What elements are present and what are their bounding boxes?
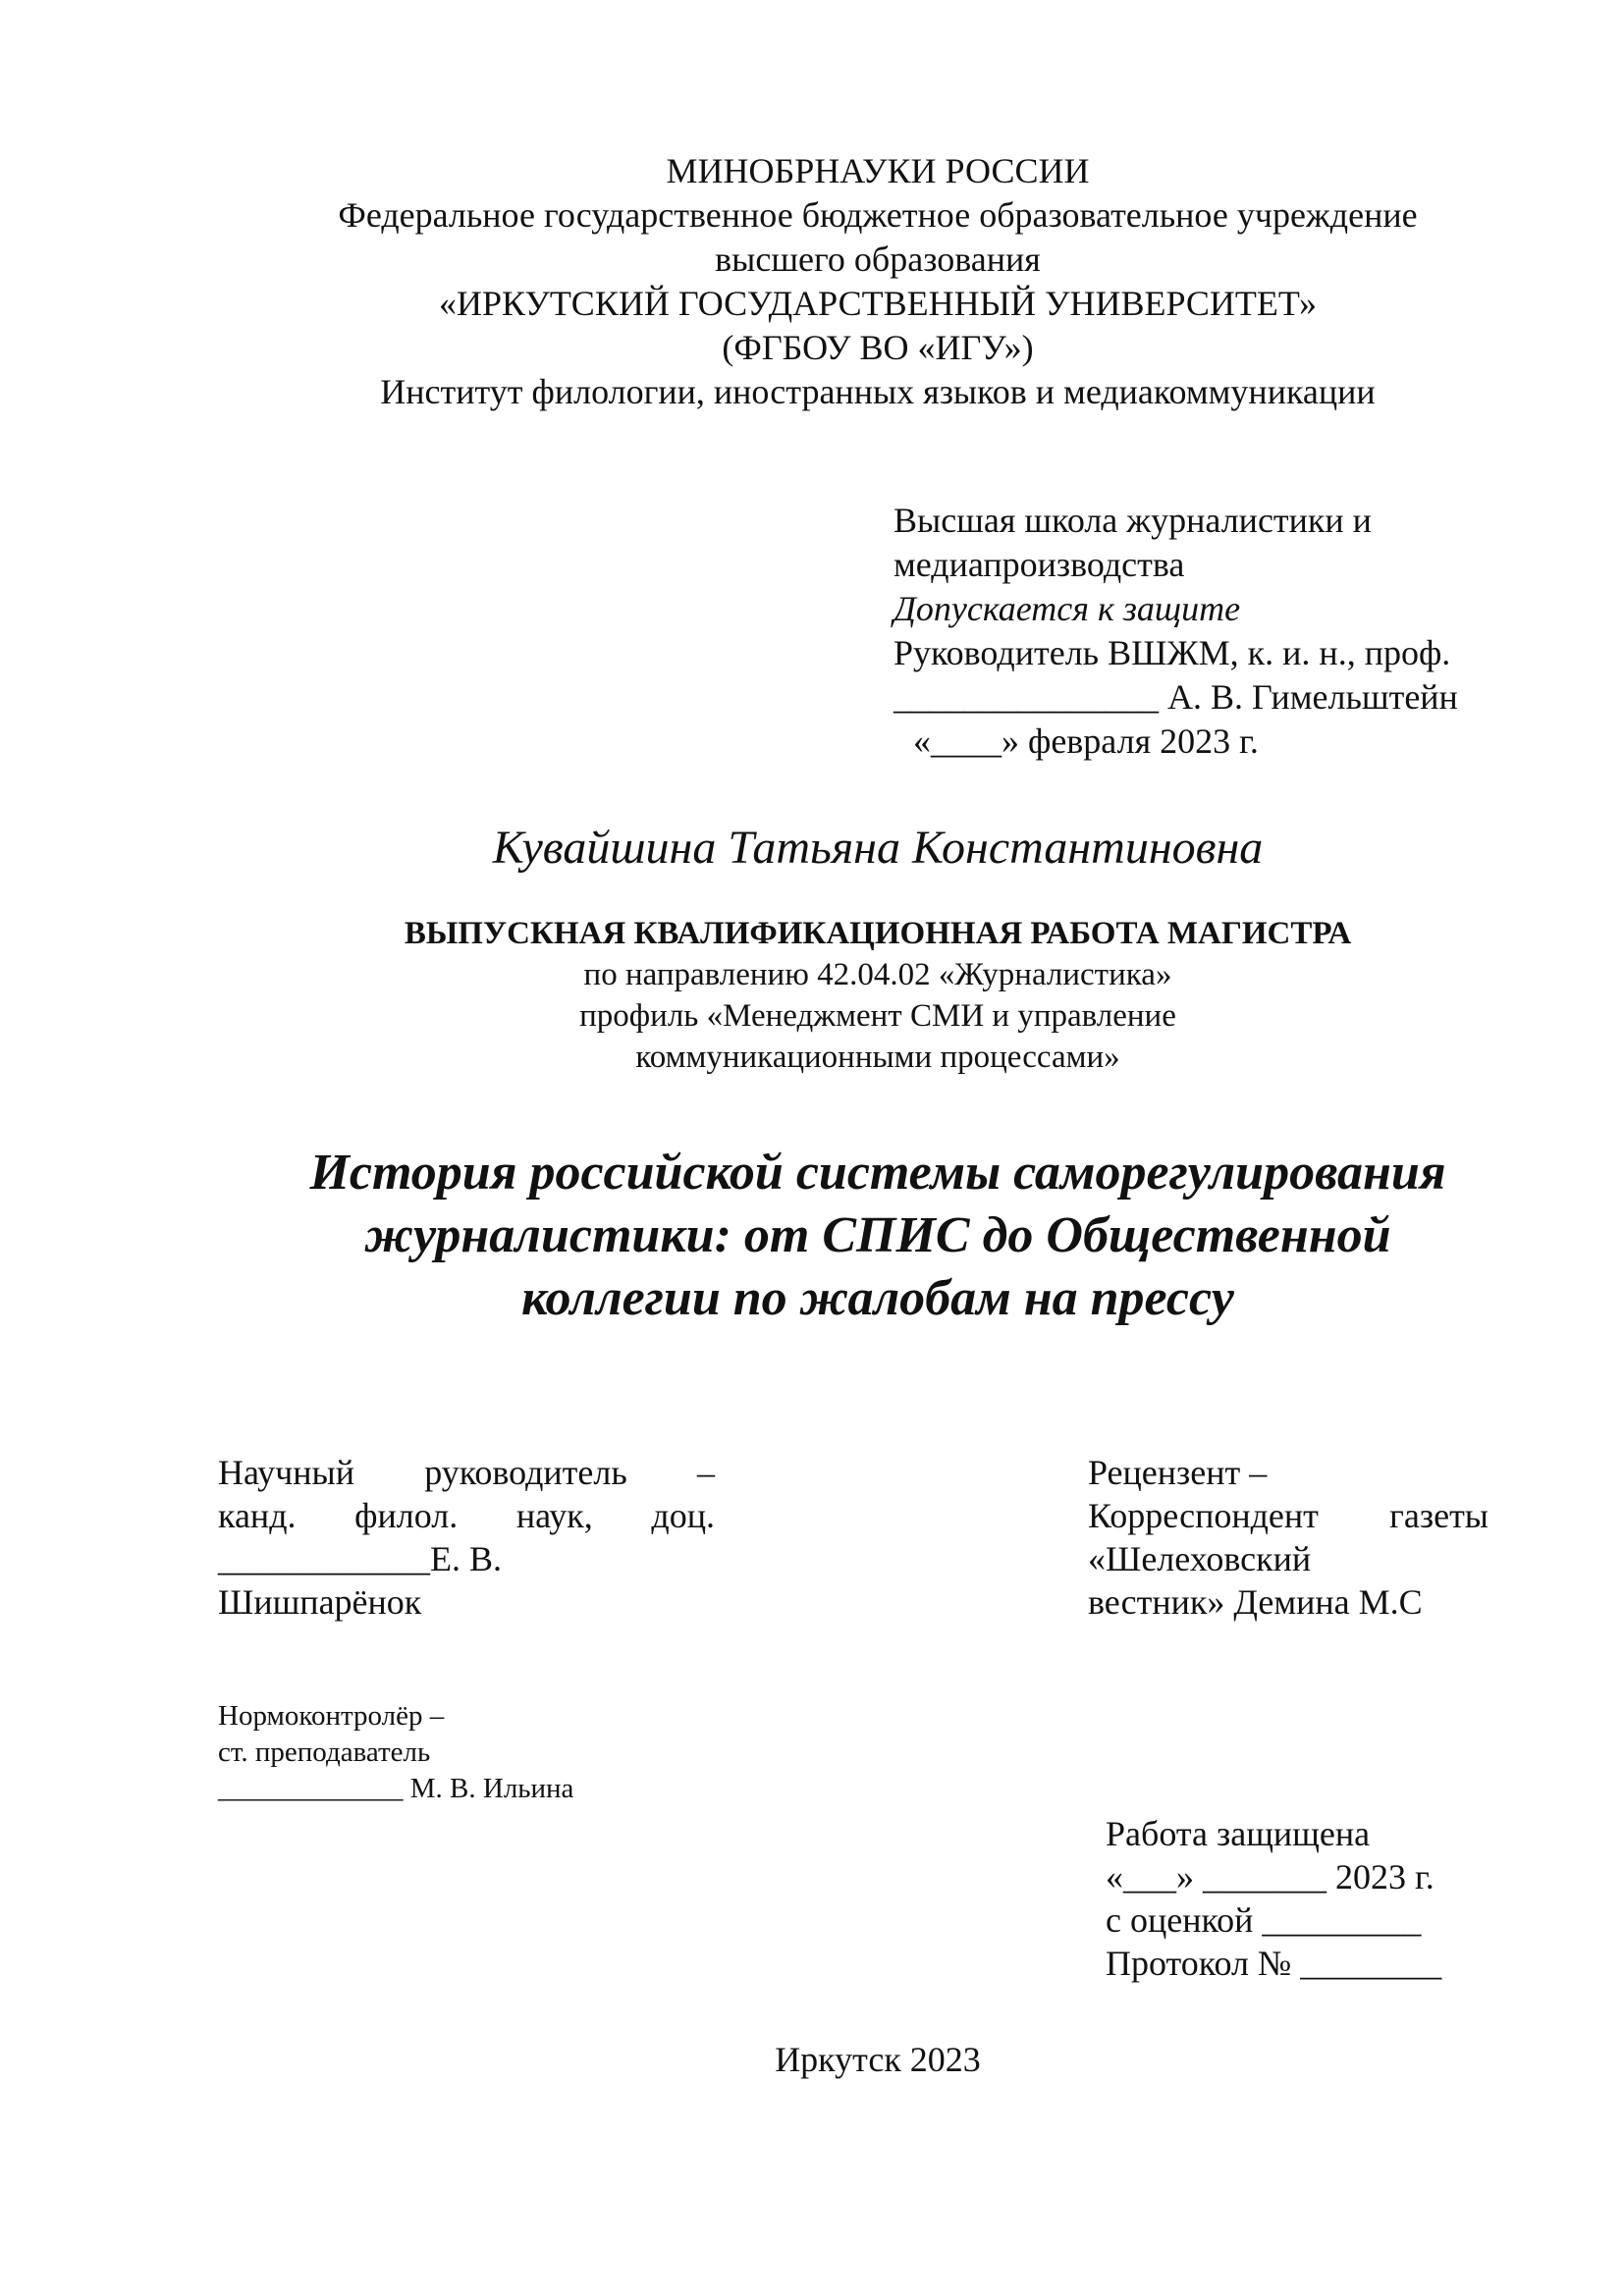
normcontrol-block <box>218 1698 573 1807</box>
school-name-line1: Высшая школа журналистики и <box>893 501 1372 540</box>
supervisor-block <box>218 1451 715 1624</box>
thesis-title-line2: журналистики: от СПИС до Общественной <box>364 1207 1391 1263</box>
school-name-line2: медиапроизводства <box>893 545 1185 584</box>
defense-block <box>1106 1812 1441 1985</box>
institution-type: Федеральное государственное бюджетное образовательное учреждение <box>338 195 1418 235</box>
supervisor-line4: Шишпарёнок <box>218 1582 422 1622</box>
supervisor-line2: канд. филол. наук, доц. <box>218 1496 715 1535</box>
admission-block <box>893 499 1458 764</box>
institute-name: Институт филологии, иностранных языков и медиакоммуникации <box>380 372 1376 411</box>
reviewer-block <box>1088 1451 1489 1624</box>
reviewer-line1: Рецензент – <box>1088 1453 1268 1492</box>
reviewer-line4: вестник» Демина М.С <box>1088 1582 1423 1622</box>
head-signature: _______________ А. В. Гимельштейн <box>893 677 1458 717</box>
defense-line4: Протокол № ________ <box>1106 1944 1442 1983</box>
defense-line2: «___» _______ 2023 г. <box>1106 1857 1435 1896</box>
author-name: Кувайшина Татьяна Константиновна <box>492 822 1264 874</box>
supervisor-line1: Научный руководитель – <box>218 1453 715 1492</box>
normcontrol-line2: ст. преподаватель <box>218 1736 431 1768</box>
education-level: высшего образования <box>715 240 1041 279</box>
work-type: ВЫПУСКНАЯ КВАЛИФИКАЦИОННАЯ РАБОТА МАГИСТРА <box>404 916 1352 951</box>
work-direction: по направлению 42.04.02 «Журналистика» <box>583 957 1172 992</box>
thesis-title <box>0 1142 1624 1330</box>
university-name: «ИРКУТСКИЙ ГОСУДАРСТВЕННЫЙ УНИВЕРСИТЕТ» <box>439 284 1317 323</box>
normcontrol-line1: Нормоконтролёр – <box>218 1700 445 1732</box>
work-profile-line1: профиль «Менеджмент СМИ и управление <box>579 998 1176 1034</box>
admission-date: «____» февраля 2023 г. <box>913 721 1259 761</box>
reviewer-line2: Корреспондент газеты <box>1088 1496 1489 1535</box>
university-abbr: (ФГБОУ ВО «ИГУ») <box>722 328 1034 367</box>
defense-line3: с оценкой _________ <box>1106 1900 1422 1940</box>
institution-header <box>0 149 1624 414</box>
ministry-name: МИНОБРНАУКИ РОССИИ <box>666 151 1090 190</box>
work-type-block <box>0 913 1624 1078</box>
supervisor-line3: ____________Е. В. <box>218 1539 503 1578</box>
thesis-title-line3: коллегии по жалобам на прессу <box>521 1270 1234 1326</box>
head-title: Руководитель ВШЖМ, к. и. н., проф. <box>893 633 1451 672</box>
admitted-to-defense: Допускается к защите <box>893 589 1241 628</box>
work-profile-line2: коммуникационными процессами» <box>635 1040 1120 1075</box>
reviewer-line3: «Шелеховский <box>1088 1539 1312 1578</box>
thesis-title-line1: История российской системы саморегулирования <box>309 1145 1446 1201</box>
normcontrol-line3: _____________ М. В. Ильина <box>218 1773 574 1804</box>
defense-line1: Работа защищена <box>1106 1814 1371 1853</box>
city-year: Иркутск 2023 <box>775 2040 981 2079</box>
